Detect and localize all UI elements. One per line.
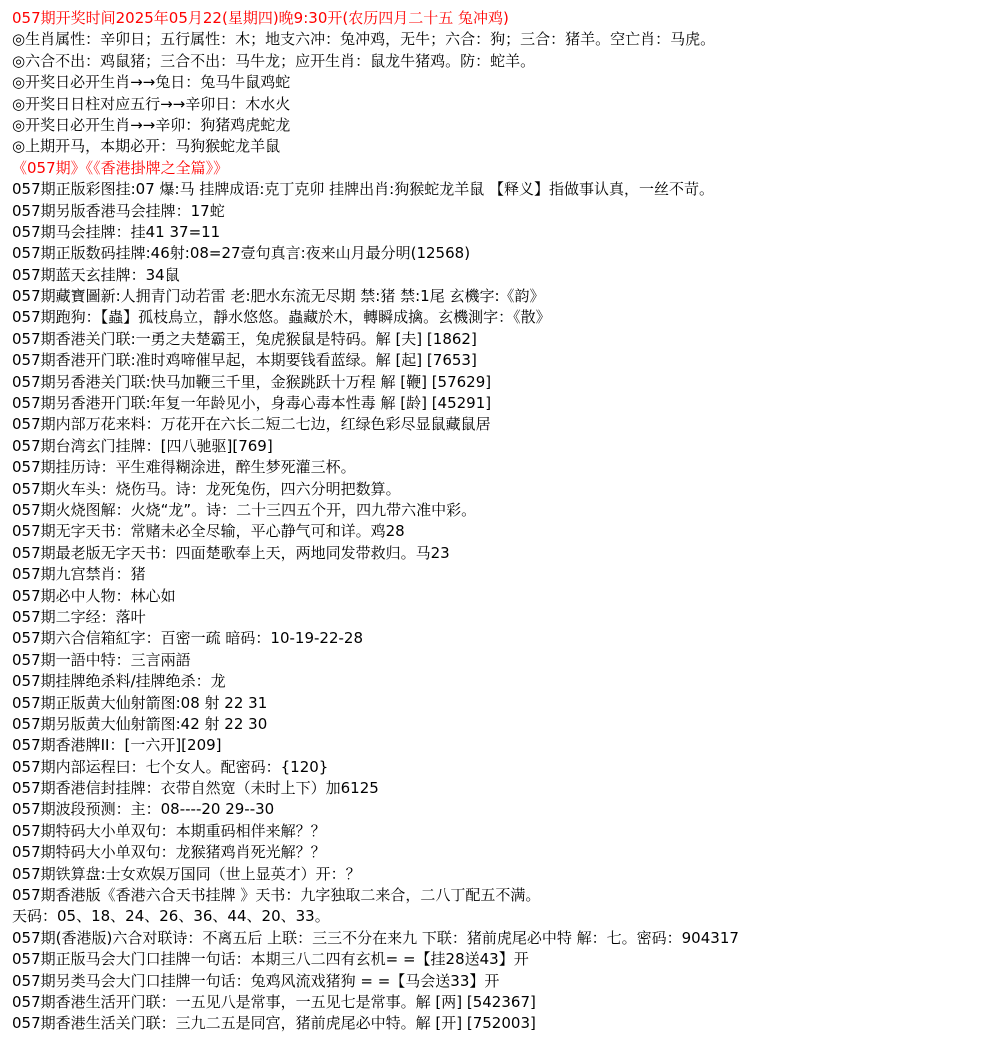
text-line: 057期香港生活关门联：三九二五是同宫，猪前虎尾必中特。解 [开] [752003] [12,1014,536,1033]
text-line: 057期马会挂牌：挂41 37=11 [12,222,221,241]
text-line: 057期香港生活开门联：一五见八是常事，一五见七是常事。解 [两] [542367] [12,992,536,1011]
text-line: 057期(香港版)六合对联诗：不离五后 上联：三三不分在来九 下联：猪前虎尾必中特 解：七。密码：904317 [12,928,739,947]
text-line: 057期九宫禁肖：猪 [12,565,146,584]
text-line: 057期特码大小单双句：本期重码相伴来解？？ [12,821,326,840]
text-line: 057期另香港关门联:快马加鞭三千里，金猴跳跃十万程 解 [鞭] [57629] [12,372,492,391]
text-line: 057期藏寶圖新:人拥青门动若雷 老:肥水东流无尽期 禁:猪 禁:1尾 玄機字:《韵》 [12,287,545,306]
text-line: ◎生肖属性：辛卯日；五行属性：木；地支六冲：兔冲鸡，无牛；六合：狗；三合：猪羊。空亡肖：马虎。 [12,30,716,49]
text-line: 057期正版黄大仙射箭图:08 射 22 31 [12,693,268,712]
text-line: 057期无字天书：常赌未必全尽输，平心静气可和详。鸡28 [12,522,405,541]
text-line: 057期内部万花来料：万花开在六长二短二七边，红绿色彩尽显鼠藏鼠居 [12,415,491,434]
text-line: ◎六合不出：鸡鼠猪；三合不出：马牛龙；应开生肖：鼠龙牛猪鸡。防：蛇羊。 [12,51,536,70]
text-line: 057期火烧图解：火烧“龙”。诗：二十三四五个开，四九带六准中彩。 [12,500,477,519]
text-line: 057期另类马会大门口挂牌一句话：兔鸡风流戏猪狗 = =【马会送33】开 [12,971,500,990]
text-line: 057期火车头：烧伤马。诗：龙死兔伤，四六分明把数算。 [12,479,401,498]
text-line: 天码：05、18、24、26、36、44、20、33。 [12,907,330,926]
text-line: 057期六合信箱紅字：百密一疏 暗码：10-19-22-28 [12,629,363,648]
text-line: 057期另香港开门联:年复一年龄见小，身毒心毒本性毒 解 [龄] [45291] [12,394,492,413]
text-line: 057期特码大小单双句：龙猴猪鸡肖死光解？？ [12,843,326,862]
text-line: ◎上期开马，本期必开：马狗猴蛇龙羊鼠 [12,137,281,156]
text-line: ◎开奖日日柱对应五行→→辛卯日：木水火 [12,94,291,113]
text-line: 057期正版数码挂牌:46射:08=27壹句真言:夜来山月最分明(12568) [12,244,471,263]
text-line: 057期香港开门联:准时鸡啼催早起，本期要钱看蓝绿。解 [起] [7653] [12,351,477,370]
text-line: 057期香港版《香港六合天书挂牌 》天书：九字独取二来合，二八丁配五不满。 [12,886,541,905]
text-line: 057期铁算盘:士女欢娱万国同（世上显英才）开：？ [12,864,361,883]
text-line: 057期香港关门联:一勇之夫楚霸王，兔虎猴鼠是特码。解 [夫] [1862] [12,329,477,348]
text-line: 057期挂牌绝杀料/挂牌绝杀：龙 [12,672,226,691]
text-line: 057期香港信封挂牌：衣带自然宽（未时上下）加6125 [12,779,379,798]
text-line: 057期蓝天玄挂牌：34鼠 [12,265,180,284]
highlight-line: 057期开奖时间2025年05月22(星期四)晚9:30开(农历四月二十五 兔冲鸡) [12,9,509,27]
text-line: 057期最老版无字天书：四面楚歌奉上天，两地同发带救归。马23 [12,543,450,562]
text-line: 057期另版香港马会挂牌：17蛇 [12,201,225,220]
text-line: ◎开奖日必开生肖→→兔日：兔马牛鼠鸡蛇 [12,73,291,92]
text-line: 057期内部运程曰：七个女人。配密码：{120} [12,757,329,776]
text-line: 057期二字经：落叶 [12,607,146,626]
text-line: ◎开奖日必开生肖→→辛卯：狗猪鸡虎蛇龙 [12,115,291,134]
text-line: 057期正版马会大门口挂牌一句话：本期三八二四有玄机= =【挂28送43】开 [12,950,529,969]
text-line: 057期香港牌II：[一六开][209] [12,736,222,755]
text-line: 057期必中人物：林心如 [12,586,176,605]
text-line: 057期波段预测：主：08----20 29--30 [12,800,275,819]
text-line: 057期正版彩图挂:07 爆:马 挂牌成语:克丁克卯 挂牌出肖:狗猴蛇龙羊鼠 【释义】指做事认真，一丝不苛。 [12,180,715,199]
text-line: 057期跑狗：【蟲】孤枝鳥立，靜水悠悠。蟲藏於木，轉瞬成擒。玄機測字：《散》 [12,308,551,327]
highlight-line: 《057期》《《香港掛牌之全篇》》 [12,158,229,177]
text-line: 057期台湾玄门挂牌：[四八驰驱][769] [12,436,273,455]
text-line: 057期挂历诗：平生难得糊涂进，醉生梦死灌三杯。 [12,458,356,477]
text-line: 057期一語中特：三言兩語 [12,650,191,669]
text-line: 057期另版黄大仙射箭图:42 射 22 30 [12,714,268,733]
